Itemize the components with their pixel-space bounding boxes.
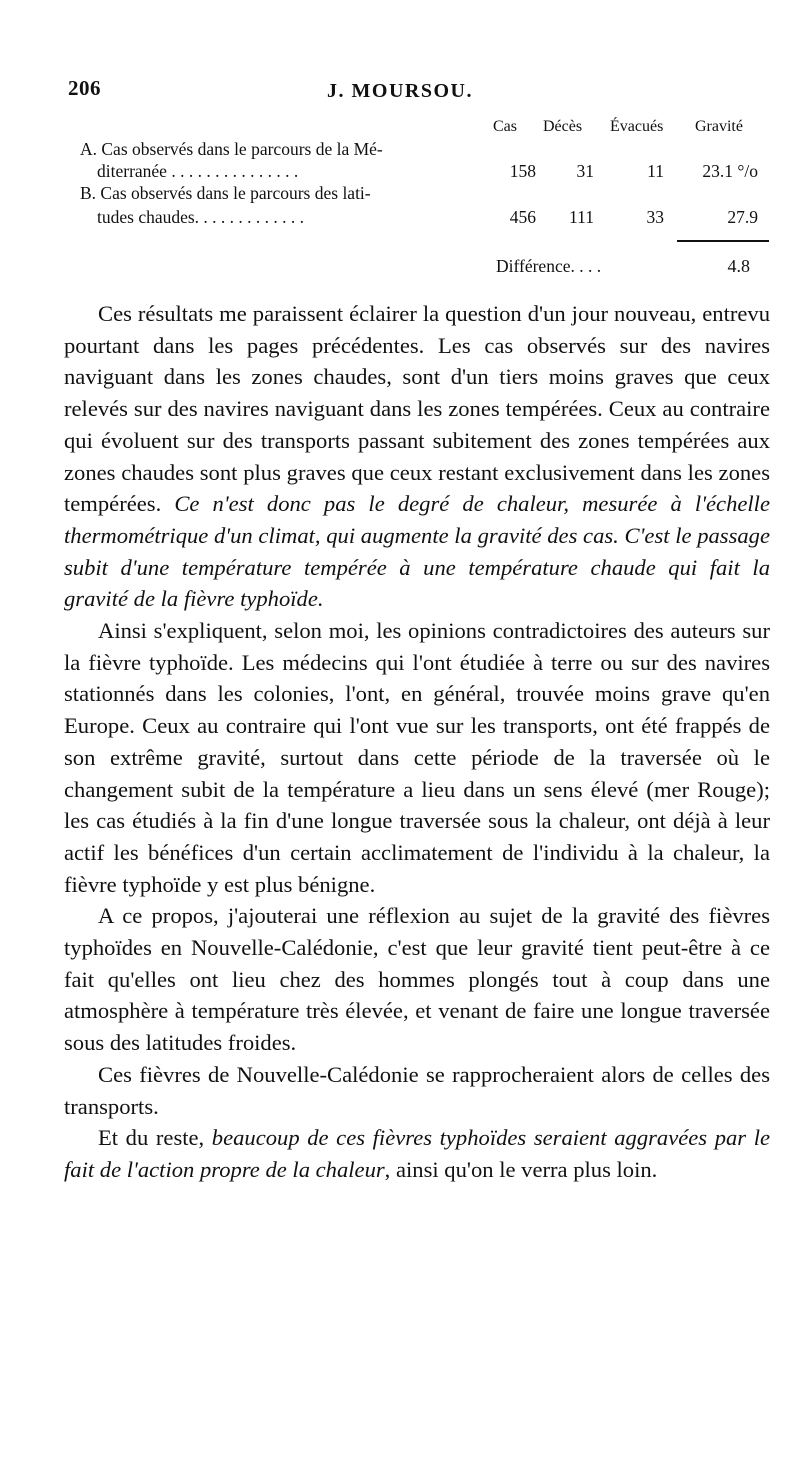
row-a-gravite: 23.1 °/o <box>702 161 758 181</box>
paragraph-5-end: , ainsi qu'on le verra plus loin. <box>384 1156 658 1182</box>
paragraph-4: Ces fièvres de Nouvelle-Calédonie se rapprocheraient alors de celles des transports. <box>64 1061 770 1119</box>
column-header-gravite: Gravité <box>695 118 743 135</box>
paragraph-1-italic: Ce n'est donc pas le degré de chaleur, mesurée à l'échelle thermométrique d'un climat, qui augmente la gravité des cas. C'est le passage subit d'une température tempérée à une température chaude qui fait la gravité de la fièvre typhoïde. <box>64 491 770 612</box>
row-b-label-line2 <box>80 206 460 228</box>
column-header-evacues: Évacués <box>610 118 664 135</box>
paragraph-3: A ce propos, j'ajouterai une réflexion au sujet de la gravité des fièvres typhoïdes en Nouvelle-Calédonie, c'est que leur gravité tient peut-être à ce fait qu'elles ont lieu chez des hommes plongés tout à coup dans une atmosphère à température très élevée, et venant de faire une longue traversée sous des latitudes froides. <box>64 903 770 1056</box>
difference-label: Différence. . . . <box>496 256 602 276</box>
paragraph-2: Ainsi s'expliquent, selon moi, les opinions contradictoires des auteurs sur la fièvre typhoïde. Les médecins qui l'ont étudiée à terre ou sur des navires stationnés dans les colonies, l'ont, en général, trouvée moins grave qu'en Europe. Ceux au contraire qui l'ont vue sur les transports, ont été frappés de son extrême gravité, surtout dans cette période de la traversée où le changement subit de la température a lieu dans un sens élevé (mer Rouge); les cas étudiés à la fin d'une longue traversée sous la chaleur, ont déjà à leur actif les bénéfices d'un certain acclimatement de l'individu à la chaleur, la fièvre typhoïde y est plus bénigne. <box>64 618 770 897</box>
row-b-cas: 456 <box>509 207 536 227</box>
row-b-deces: 111 <box>569 207 594 227</box>
row-b-label-line1: B. Cas observés dans le parcours des lati- <box>80 183 371 203</box>
running-title: J. MOURSOU. <box>327 80 473 102</box>
difference-value: 4.8 <box>727 256 750 276</box>
column-header-deces: Décès <box>543 118 583 135</box>
column-header-cas: Cas <box>493 118 517 135</box>
row-b-evacues: 33 <box>646 207 664 227</box>
row-a-cas: 158 <box>509 161 536 181</box>
row-a-deces: 31 <box>576 161 594 181</box>
paragraph-1 <box>64 298 770 615</box>
row-a-label-text: diterranée . . . . . . . . . . . . . . . <box>97 161 299 181</box>
paragraph-5-start: Et du reste, <box>98 1125 212 1151</box>
paragraph-5 <box>64 1122 770 1185</box>
body-text <box>64 298 770 1186</box>
paragraph-1-roman: Ces résultats me paraissent éclairer la question d'un jour nouveau, entrevu pourtant dans les pages précédentes. Les cas observés sur des navires naviguant dans les zones chaudes, sont d'un tiers moins graves que ceux relevés sur des navires naviguant dans les zones tempérées. Ceux au contraire qui évoluent sur des transports passant subitement des zones tempérées aux zones chaudes sont plus graves que ceux restant exclusivement dans les zones tempérées. <box>64 301 770 517</box>
row-a-label-line2 <box>80 160 460 182</box>
page-number: 206 <box>68 76 101 100</box>
row-b-label-text: tudes chaudes. . . . . . . . . . . . . <box>97 207 305 227</box>
row-a-evacues: 11 <box>647 161 664 181</box>
difference-rule <box>677 240 769 242</box>
paragraph-5-italic: beaucoup de ces fièvres typhoïdes seraient aggravées par le fait de l'action propre de la chaleur <box>64 1125 770 1182</box>
row-a-label-line1: A. Cas observés dans le parcours de la Mé- <box>80 139 383 159</box>
row-b-gravite: 27.9 <box>727 207 758 227</box>
